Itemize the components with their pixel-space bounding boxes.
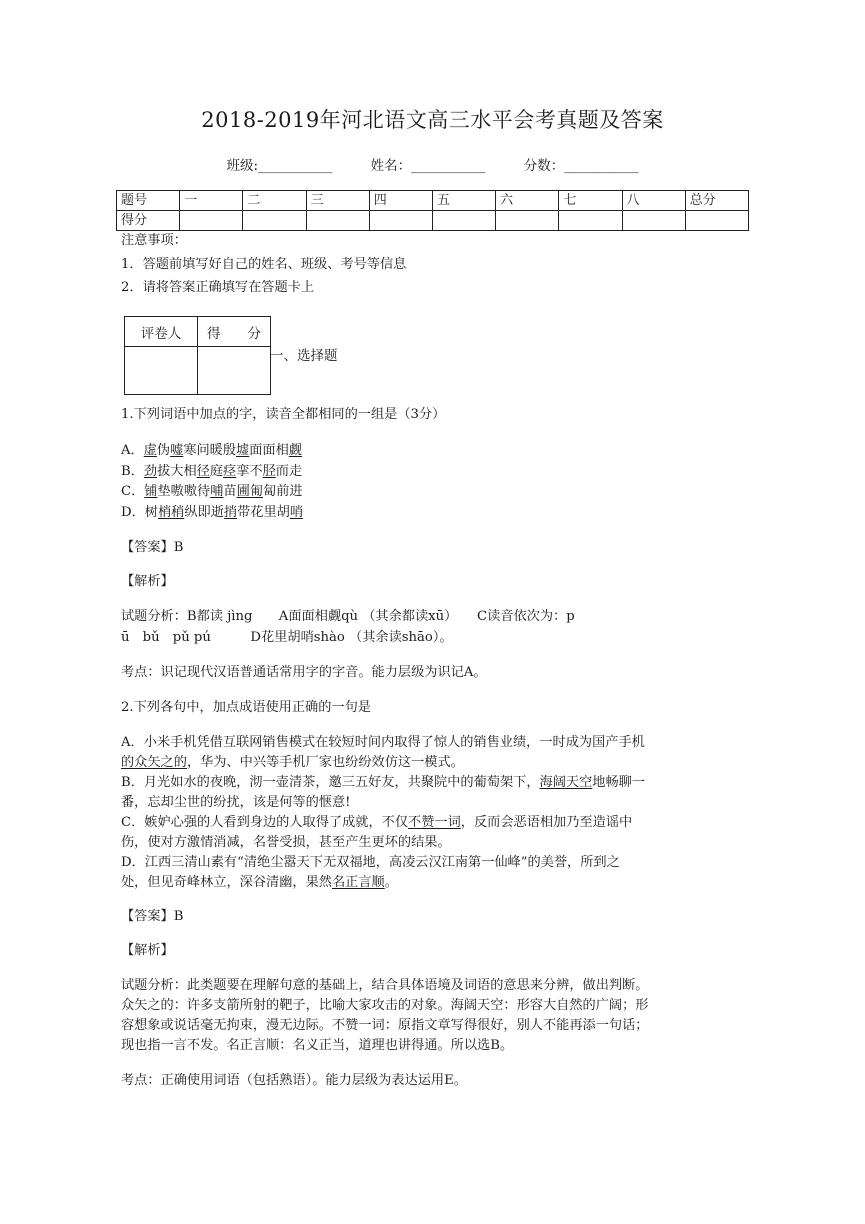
q1-analysis-line-2: ū bǔ pǔ pú D花里胡哨shào （其余读shāo）。 bbox=[121, 630, 453, 645]
q2-analysis-label: 【解析】 bbox=[121, 943, 174, 958]
q1-option-c: C．铺垫嗷嗷待哺苗圃匍匐前进 bbox=[121, 484, 303, 499]
q2-option-b-line-2: 番，忘却尘世的纷扰，该是何等的惬意! bbox=[121, 795, 351, 810]
score-table-score-row bbox=[117, 211, 749, 231]
score-table-header-cell: 一 bbox=[180, 191, 243, 211]
q2-answer: 【答案】B bbox=[121, 909, 184, 924]
q2-stem: 2.下列各句中，加点成语使用正确的一句是 bbox=[121, 700, 371, 715]
section-heading: 一、选择题 bbox=[270, 348, 338, 364]
score-table-header-cell: 四 bbox=[369, 191, 432, 211]
document-title: 2018-2019年河北语文高三水平会考真题及答案 bbox=[201, 108, 664, 132]
q1-option-a: A．虚伪嘘寒问暖殷墟面面相觑 bbox=[121, 443, 302, 458]
score-cell[interactable] bbox=[622, 211, 685, 231]
q1-stem: 1.下列词语中加点的字，读音全都相同的一组是（3分） bbox=[121, 407, 446, 422]
score-table-header-row bbox=[117, 191, 749, 211]
grader-box bbox=[124, 316, 271, 395]
score-table-header-cell: 总分 bbox=[685, 191, 748, 211]
score-table-header-cell: 八 bbox=[622, 191, 685, 211]
score-cell[interactable] bbox=[685, 211, 748, 231]
score-cell[interactable] bbox=[306, 211, 369, 231]
grader-score-cell[interactable] bbox=[198, 347, 271, 395]
notes-heading: 注意事项： bbox=[121, 233, 187, 248]
q2-analysis-line-1: 试题分析：此类题要在理解句意的基础上，结合具体语境及词语的意思来分辨，做出判断。 bbox=[121, 978, 649, 993]
q2-option-d-line-1: D．江西三清山素有“清绝尘嚣天下无双福地，高凌云汉江南第一仙峰”的美誉，所到之 bbox=[121, 855, 620, 870]
score-row-label: 得分 bbox=[117, 211, 180, 231]
note-item-2: 2．请将答案正确填写在答题卡上 bbox=[121, 280, 315, 295]
score-field[interactable]: 分数：___________ bbox=[523, 158, 639, 174]
score-table-header-cell: 七 bbox=[559, 191, 622, 211]
name-field[interactable]: 姓名：___________ bbox=[370, 158, 486, 174]
q1-option-d: D．树梢稍纵即逝捎带花里胡哨 bbox=[121, 505, 304, 520]
score-table-header-cell: 题号 bbox=[117, 191, 180, 211]
grader-score-label: 得 分 bbox=[198, 317, 271, 347]
grader-reviewer-cell[interactable] bbox=[125, 347, 198, 395]
q2-analysis-line-3: 容想象或说话毫无拘束，漫无边际。不赞一词：原指文章写得很好，别人不能再添一句话； bbox=[121, 1018, 649, 1033]
q2-option-a-line-1: A．小米手机凭借互联网销售模式在较短时间内取得了惊人的销售业绩，一时成为国产手机 bbox=[121, 735, 645, 750]
q2-option-c-line-1: C．嫉妒心强的人看到身边的人取得了成就，不仅不赞一词，反而会恶语相加乃至造谣中 bbox=[121, 815, 633, 830]
q1-option-b: B．劲拔大相径庭痉挛不胫而走 bbox=[121, 464, 303, 479]
score-cell[interactable] bbox=[180, 211, 243, 231]
score-table-header-cell: 五 bbox=[432, 191, 495, 211]
student-info-line bbox=[0, 154, 865, 174]
class-field[interactable]: 班级:___________ bbox=[226, 158, 333, 174]
score-table bbox=[116, 190, 749, 231]
score-table-header-cell: 六 bbox=[496, 191, 559, 211]
q2-kaodian: 考点：正确使用词语（包括熟语）。能力层级为表达运用E。 bbox=[121, 1073, 467, 1088]
q2-option-a-line-2: 的众矢之的，华为、中兴等手机厂家也纷纷效仿这一模式。 bbox=[121, 755, 464, 770]
score-table-header-cell: 三 bbox=[306, 191, 369, 211]
score-cell[interactable] bbox=[432, 211, 495, 231]
score-table-header-cell: 二 bbox=[243, 191, 306, 211]
score-cell[interactable] bbox=[496, 211, 559, 231]
q2-option-c-line-2: 伤，使对方激情消减，名誉受损，甚至产生更坏的结果。 bbox=[121, 835, 451, 850]
q1-analysis-line-1: 试题分析：B都读 jìng A面面相觑qù （其余都读xū） C读音依次为：p bbox=[121, 609, 575, 624]
score-cell[interactable] bbox=[369, 211, 432, 231]
q2-analysis-line-2: 众矢之的：许多支箭所射的靶子，比喻大家攻击的对象。海阔天空：形容大自然的广阔；形 bbox=[121, 998, 649, 1013]
q2-option-b-line-1: B．月光如水的夜晚，沏一壶清茶，邀三五好友，共聚院中的葡萄架下，海阔天空地畅聊一 bbox=[121, 775, 646, 790]
note-item-1: 1．答题前填写好自己的姓名、班级、考号等信息 bbox=[121, 257, 407, 272]
q1-answer: 【答案】B bbox=[121, 540, 184, 555]
score-cell[interactable] bbox=[559, 211, 622, 231]
q2-option-d-line-2: 处，但见奇峰林立，深谷清幽，果然名正言顺。 bbox=[121, 875, 398, 890]
score-cell[interactable] bbox=[243, 211, 306, 231]
q1-analysis-label: 【解析】 bbox=[121, 574, 174, 589]
q2-analysis-line-4: 现也指一言不发。名正言顺：名义正当，道理也讲得通。所以选B。 bbox=[121, 1038, 514, 1053]
grader-reviewer-label: 评卷人 bbox=[125, 317, 198, 347]
q1-kaodian: 考点：识记现代汉语普通话常用字的字音。能力层级为识记A。 bbox=[121, 665, 487, 680]
